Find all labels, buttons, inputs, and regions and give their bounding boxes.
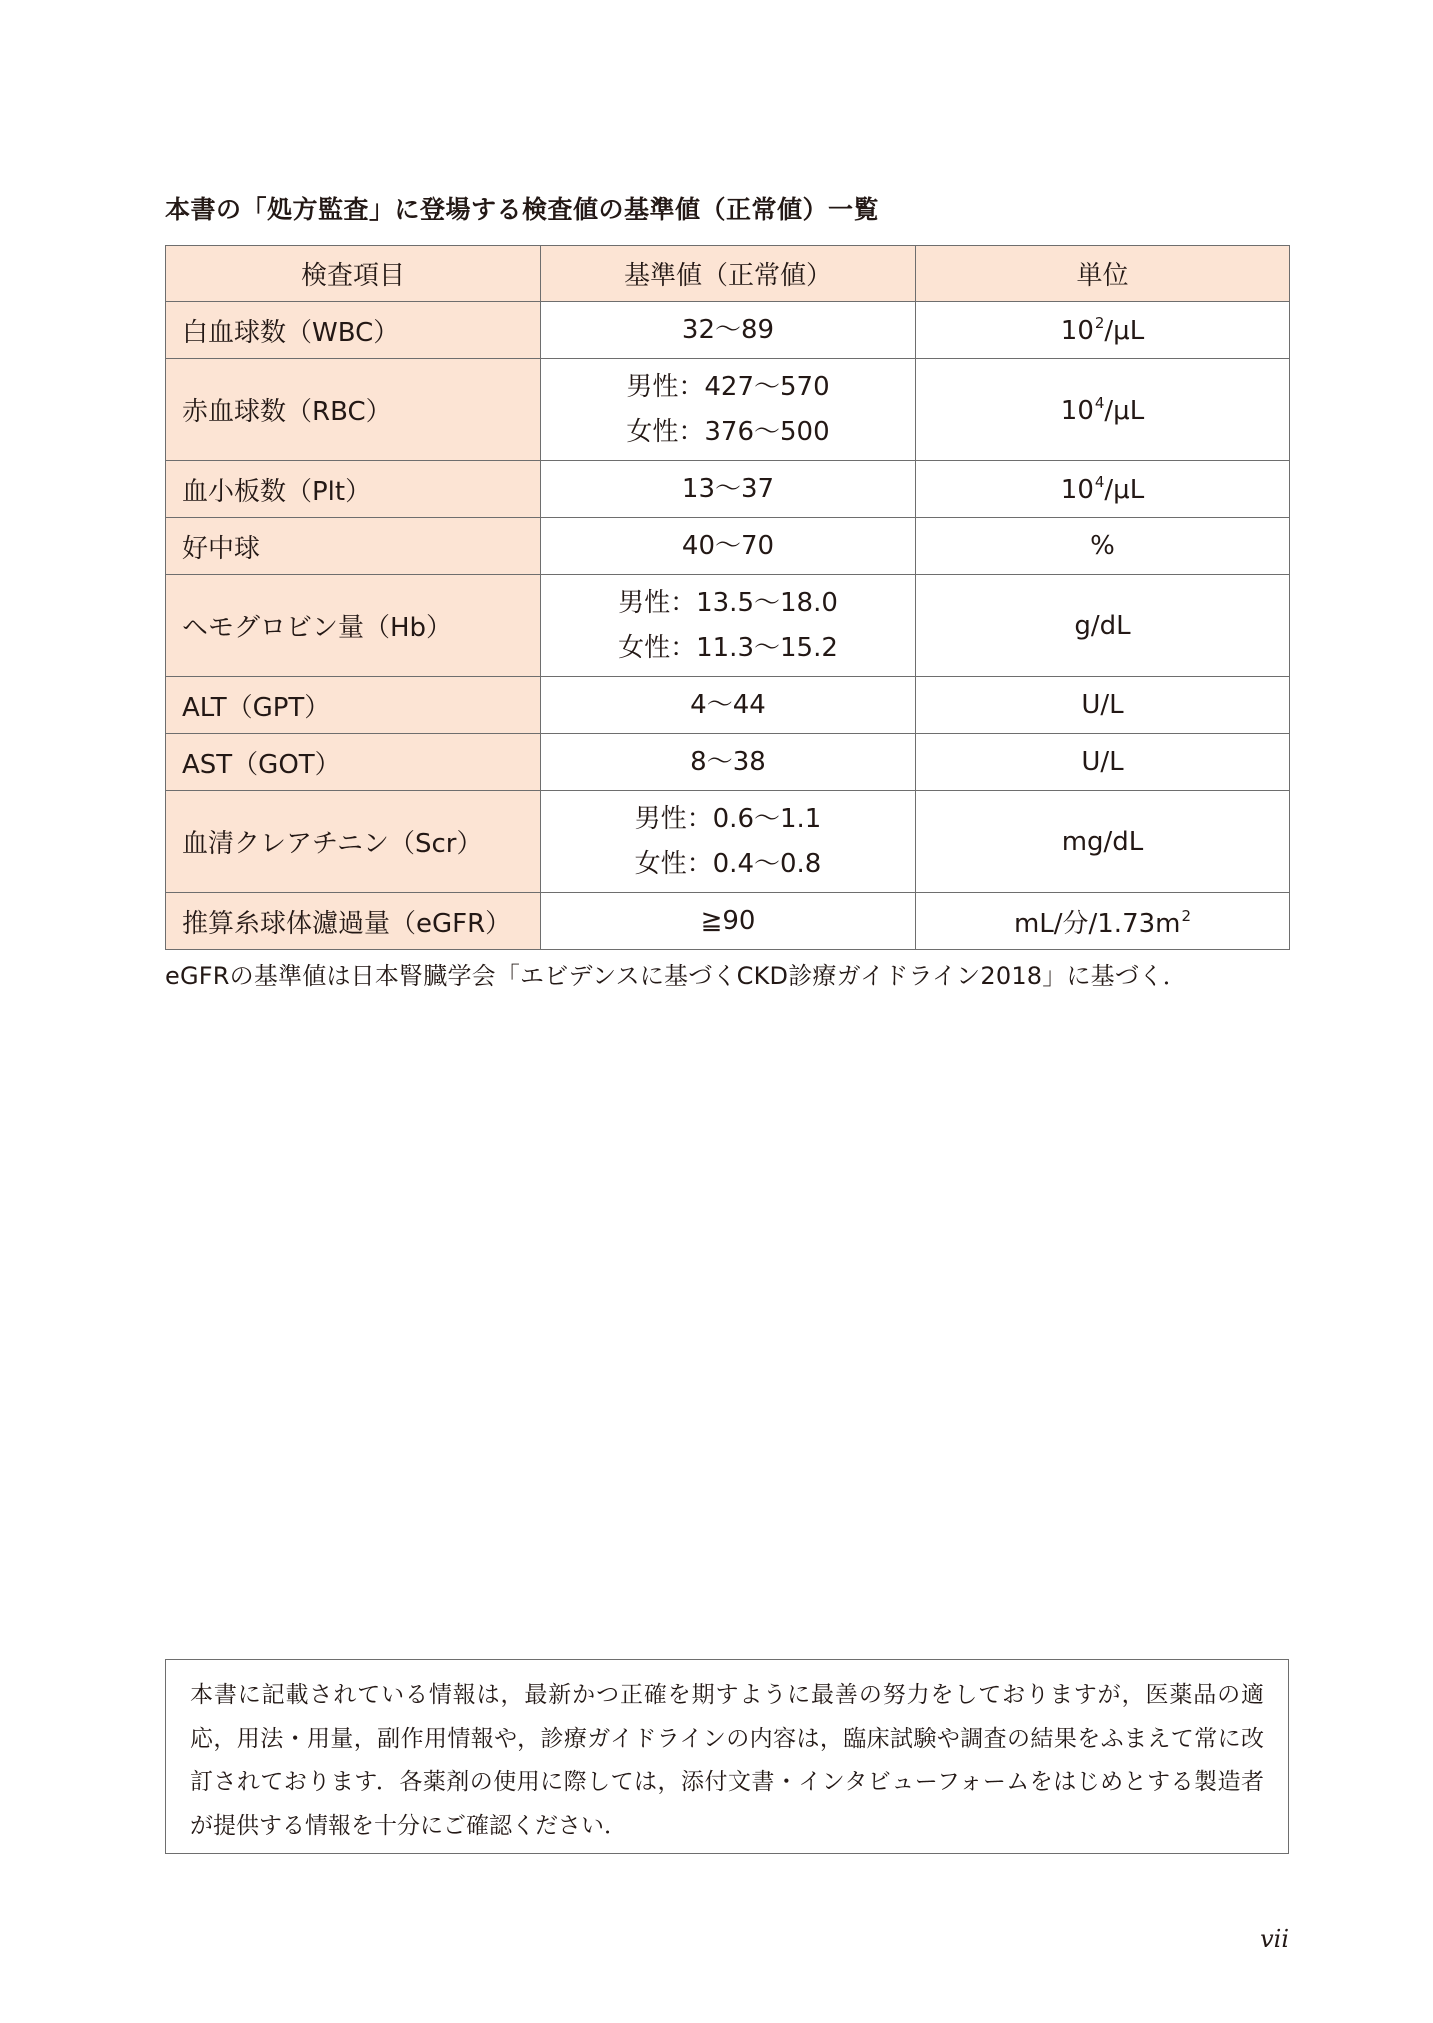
page-number: vii <box>1260 1925 1289 1953</box>
test-name: AST（GOT） <box>166 734 541 791</box>
reference-value <box>541 575 916 677</box>
unit-superscript: 4 <box>1094 393 1105 412</box>
unit-superscript: 2 <box>1181 906 1192 925</box>
unit <box>916 575 1290 677</box>
unit-base: 10 <box>1060 475 1094 505</box>
header-reference-value: 基準値（正常値） <box>541 246 916 302</box>
test-name: 好中球 <box>166 518 541 575</box>
table-row <box>166 677 1290 734</box>
unit <box>916 461 1290 518</box>
reference-value <box>541 734 916 791</box>
unit-base: 10 <box>1060 316 1094 346</box>
table-row <box>166 518 1290 575</box>
value-line: 32〜89 <box>681 314 775 345</box>
value-line: ≧90 <box>700 905 756 936</box>
table-row <box>166 791 1290 893</box>
reference-value <box>541 518 916 575</box>
reference-value <box>541 677 916 734</box>
value-line: 女性：0.4〜0.8 <box>634 848 822 879</box>
unit <box>916 359 1290 461</box>
test-name: ヘモグロビン量（Hb） <box>166 575 541 677</box>
disclaimer-box: 本書に記載されている情報は，最新かつ正確を期すように最善の努力をしておりますが，医薬品の適応，用法・用量，副作用情報や，診療ガイドラインの内容は，臨床試験や調査の結果をふまえて常に改訂されております．各薬剤の使用に際しては，添付文書・インタビューフォームをはじめとする製造者が提供する情報を十分にご確認ください． <box>165 1659 1289 1854</box>
reference-value <box>541 359 916 461</box>
value-line: 男性：0.6〜1.1 <box>634 803 822 834</box>
table-row <box>166 359 1290 461</box>
value-line: 4〜44 <box>690 689 766 720</box>
reference-value <box>541 893 916 950</box>
unit <box>916 893 1290 950</box>
table-row <box>166 734 1290 791</box>
table-footnote: eGFRの基準値は日本腎臓学会「エビデンスに基づくCKD診療ガイドライン2018」に基づく． <box>165 962 1187 990</box>
unit <box>916 791 1290 893</box>
value-line: 13〜37 <box>681 473 775 504</box>
test-name: 白血球数（WBC） <box>166 302 541 359</box>
reference-value <box>541 302 916 359</box>
value-line: 女性：11.3〜15.2 <box>618 632 838 663</box>
unit-superscript: 2 <box>1094 314 1105 332</box>
test-name: 赤血球数（RBC） <box>166 359 541 461</box>
value-line: 男性：13.5〜18.0 <box>618 587 838 618</box>
table-row <box>166 893 1290 950</box>
unit-base: % <box>1090 531 1115 561</box>
unit <box>916 302 1290 359</box>
test-name: 血小板数（Plt） <box>166 461 541 518</box>
page-title: 本書の「処方監査」に登場する検査値の基準値（正常値）一覧 <box>165 195 880 224</box>
value-line: 男性：427〜570 <box>626 371 830 402</box>
test-name: 推算糸球体濾過量（eGFR） <box>166 893 541 950</box>
value-line: 8〜38 <box>690 746 766 777</box>
reference-value <box>541 791 916 893</box>
table-header-row <box>166 246 1290 302</box>
unit-base: g/dL <box>1074 610 1131 641</box>
unit-superscript: 4 <box>1094 473 1105 491</box>
test-name: ALT（GPT） <box>166 677 541 734</box>
unit <box>916 518 1290 575</box>
unit-tail: /μL <box>1104 475 1145 505</box>
unit <box>916 734 1290 791</box>
unit <box>916 677 1290 734</box>
unit-base: U/L <box>1081 747 1124 777</box>
table-row <box>166 575 1290 677</box>
unit-base: mL/分/1.73m <box>1013 908 1181 939</box>
unit-base: 10 <box>1060 395 1094 426</box>
value-line: 女性：376〜500 <box>626 416 830 447</box>
value-line: 40〜70 <box>681 530 775 561</box>
unit-base: mg/dL <box>1061 826 1144 857</box>
header-test-item: 検査項目 <box>166 246 541 302</box>
test-name: 血清クレアチニン（Scr） <box>166 791 541 893</box>
lab-reference-table <box>165 245 1290 950</box>
reference-value <box>541 461 916 518</box>
unit-tail: /μL <box>1104 316 1145 346</box>
table-row <box>166 302 1290 359</box>
unit-tail: /μL <box>1104 395 1145 426</box>
unit-base: U/L <box>1081 690 1124 720</box>
header-unit: 単位 <box>916 246 1290 302</box>
table-row <box>166 461 1290 518</box>
